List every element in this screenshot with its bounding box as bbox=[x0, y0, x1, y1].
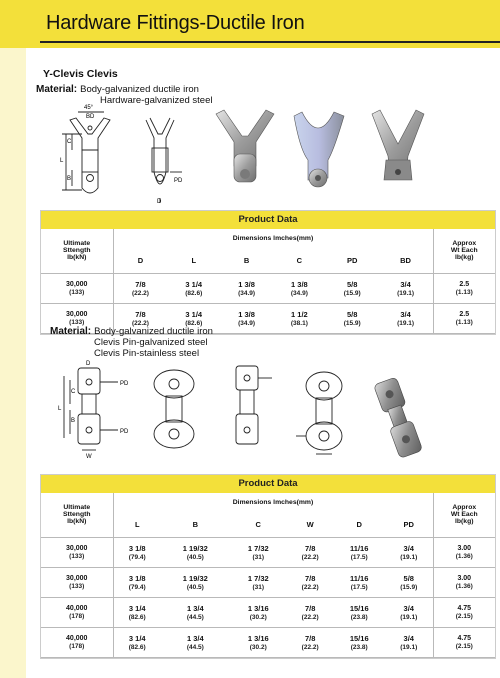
dim-col-header: PD bbox=[326, 248, 379, 273]
dim-col-header: PD bbox=[385, 512, 433, 537]
material-label: Material: bbox=[36, 84, 78, 95]
material-line: Clevis Pin-galvanized steel bbox=[94, 337, 208, 348]
dim-col-header: B bbox=[161, 512, 230, 537]
table-row: 40,000 (178) 3 1/4 (82.6) 1 3/4 (44.5) 1 3/16 (30.2) 7/8 (22.2) 15/16 (23.8) 3/4 (19.1) 4.75 (2.15) bbox=[41, 627, 495, 657]
product-data-title: Product Data bbox=[41, 475, 495, 493]
photo-y-clevis-front bbox=[216, 110, 274, 182]
drawing-label-c: C bbox=[71, 389, 76, 395]
drawing-label-w: W bbox=[86, 454, 92, 460]
dim-col-header: L bbox=[167, 248, 220, 273]
col-header-strength: Ultimate Sttength lb(kN) bbox=[41, 493, 113, 537]
drawing-label-l: L bbox=[58, 406, 62, 412]
drawing-label-pd: PD bbox=[120, 381, 129, 387]
dim-col-header: C bbox=[273, 248, 326, 273]
product-data-table-2 bbox=[40, 474, 496, 659]
spec-table bbox=[41, 493, 495, 658]
dim-col-header: BD bbox=[379, 248, 433, 273]
material-block-2 bbox=[50, 326, 213, 359]
table-row: 40,000 (178) 3 1/4 (82.6) 1 3/4 (44.5) 1 3/16 (30.2) 7/8 (22.2) 15/16 (23.8) 3/4 (19.1) 4.75 (2.15) bbox=[41, 597, 495, 627]
drawing-label-b: B bbox=[67, 176, 72, 182]
dims-header: Dimensions lmches(mm) bbox=[232, 234, 314, 242]
material-block-1 bbox=[36, 84, 212, 106]
spec-table bbox=[41, 229, 495, 334]
drawing-label-b: B bbox=[71, 418, 76, 424]
table-row: 30,000 (133) 7/8 (22.2) 3 1/4 (82.6) 1 3/8 (34.9) 1 3/8 (34.9) 5/8 (15.9) 3/4 (19.1) 2.5 (1.13) bbox=[41, 273, 495, 303]
drawing-label-c: C bbox=[67, 139, 72, 145]
table-row: 30,000 (133) 7/8 (22.2) 3 1/4 (82.6) 1 3/8 (34.9) 1 1/2 (38.1) 5/8 (15.9) 3/4 (19.1) 2.5 (1.13) bbox=[41, 303, 495, 333]
table-row: 30,000 (133) 3 1/8 (79.4) 1 19/32 (40.5) 1 7/32 (31) 7/8 (22.2) 11/16 (17.5) 3/4 (19.1) 3.00 (1.36) bbox=[41, 537, 495, 567]
drawing-label-d: D bbox=[86, 361, 91, 367]
material-label: Material: bbox=[50, 326, 92, 337]
dim-col-header: B bbox=[220, 248, 273, 273]
dim-col-header: W bbox=[287, 512, 334, 537]
col-header-strength: Ultimate Sttength lb(kN) bbox=[41, 229, 113, 273]
col-header-weight: Approx Wt Each lb(kg) bbox=[433, 229, 495, 273]
clevis-clevis-photo bbox=[360, 372, 440, 462]
material-line: Body-galvanized ductile iron bbox=[94, 326, 213, 337]
material-line: Body-galvanized ductile iron bbox=[80, 84, 199, 95]
photo-socket-clevis bbox=[294, 112, 344, 187]
drawing-label-pd-lower: PD bbox=[120, 429, 129, 435]
y-clevis-photos bbox=[210, 100, 480, 200]
dim-col-header: D bbox=[333, 512, 385, 537]
clevis-clevis-drawing bbox=[46, 360, 366, 460]
material-line: Hardware-galvanized steel bbox=[100, 95, 213, 106]
drawing-label-pd: PD bbox=[174, 178, 183, 184]
page-title: Hardware Fittings-Ductile Iron bbox=[46, 12, 305, 34]
product-data-table-1 bbox=[40, 210, 496, 335]
section-title-y-clevis: Y-Clevis Clevis bbox=[43, 68, 118, 80]
dim-col-header: C bbox=[230, 512, 287, 537]
dim-col-header: D bbox=[113, 248, 167, 273]
drawing-label-l: L bbox=[60, 158, 64, 164]
col-header-weight: Approx Wt Each lb(kg) bbox=[433, 493, 495, 537]
dim-col-header: L bbox=[113, 512, 161, 537]
drawing-label-bd: BD bbox=[86, 114, 95, 120]
dims-header: Dimensions lmches(mm) bbox=[232, 498, 314, 506]
side-strip bbox=[0, 48, 26, 678]
drawing-label-d: D bbox=[157, 199, 162, 204]
title-underline bbox=[40, 41, 500, 43]
y-clevis-drawing bbox=[48, 104, 198, 204]
material-line: Clevis Pin-stainless steel bbox=[94, 348, 200, 359]
photo-y-clevis-side bbox=[372, 110, 424, 180]
product-data-title: Product Data bbox=[41, 211, 495, 229]
table-row: 30,000 (133) 3 1/8 (79.4) 1 19/32 (40.5) 1 7/32 (31) 7/8 (22.2) 11/16 (17.5) 5/8 (15.9) 3.00 (1.36) bbox=[41, 567, 495, 597]
drawing-label-angle: 45° bbox=[84, 105, 94, 111]
